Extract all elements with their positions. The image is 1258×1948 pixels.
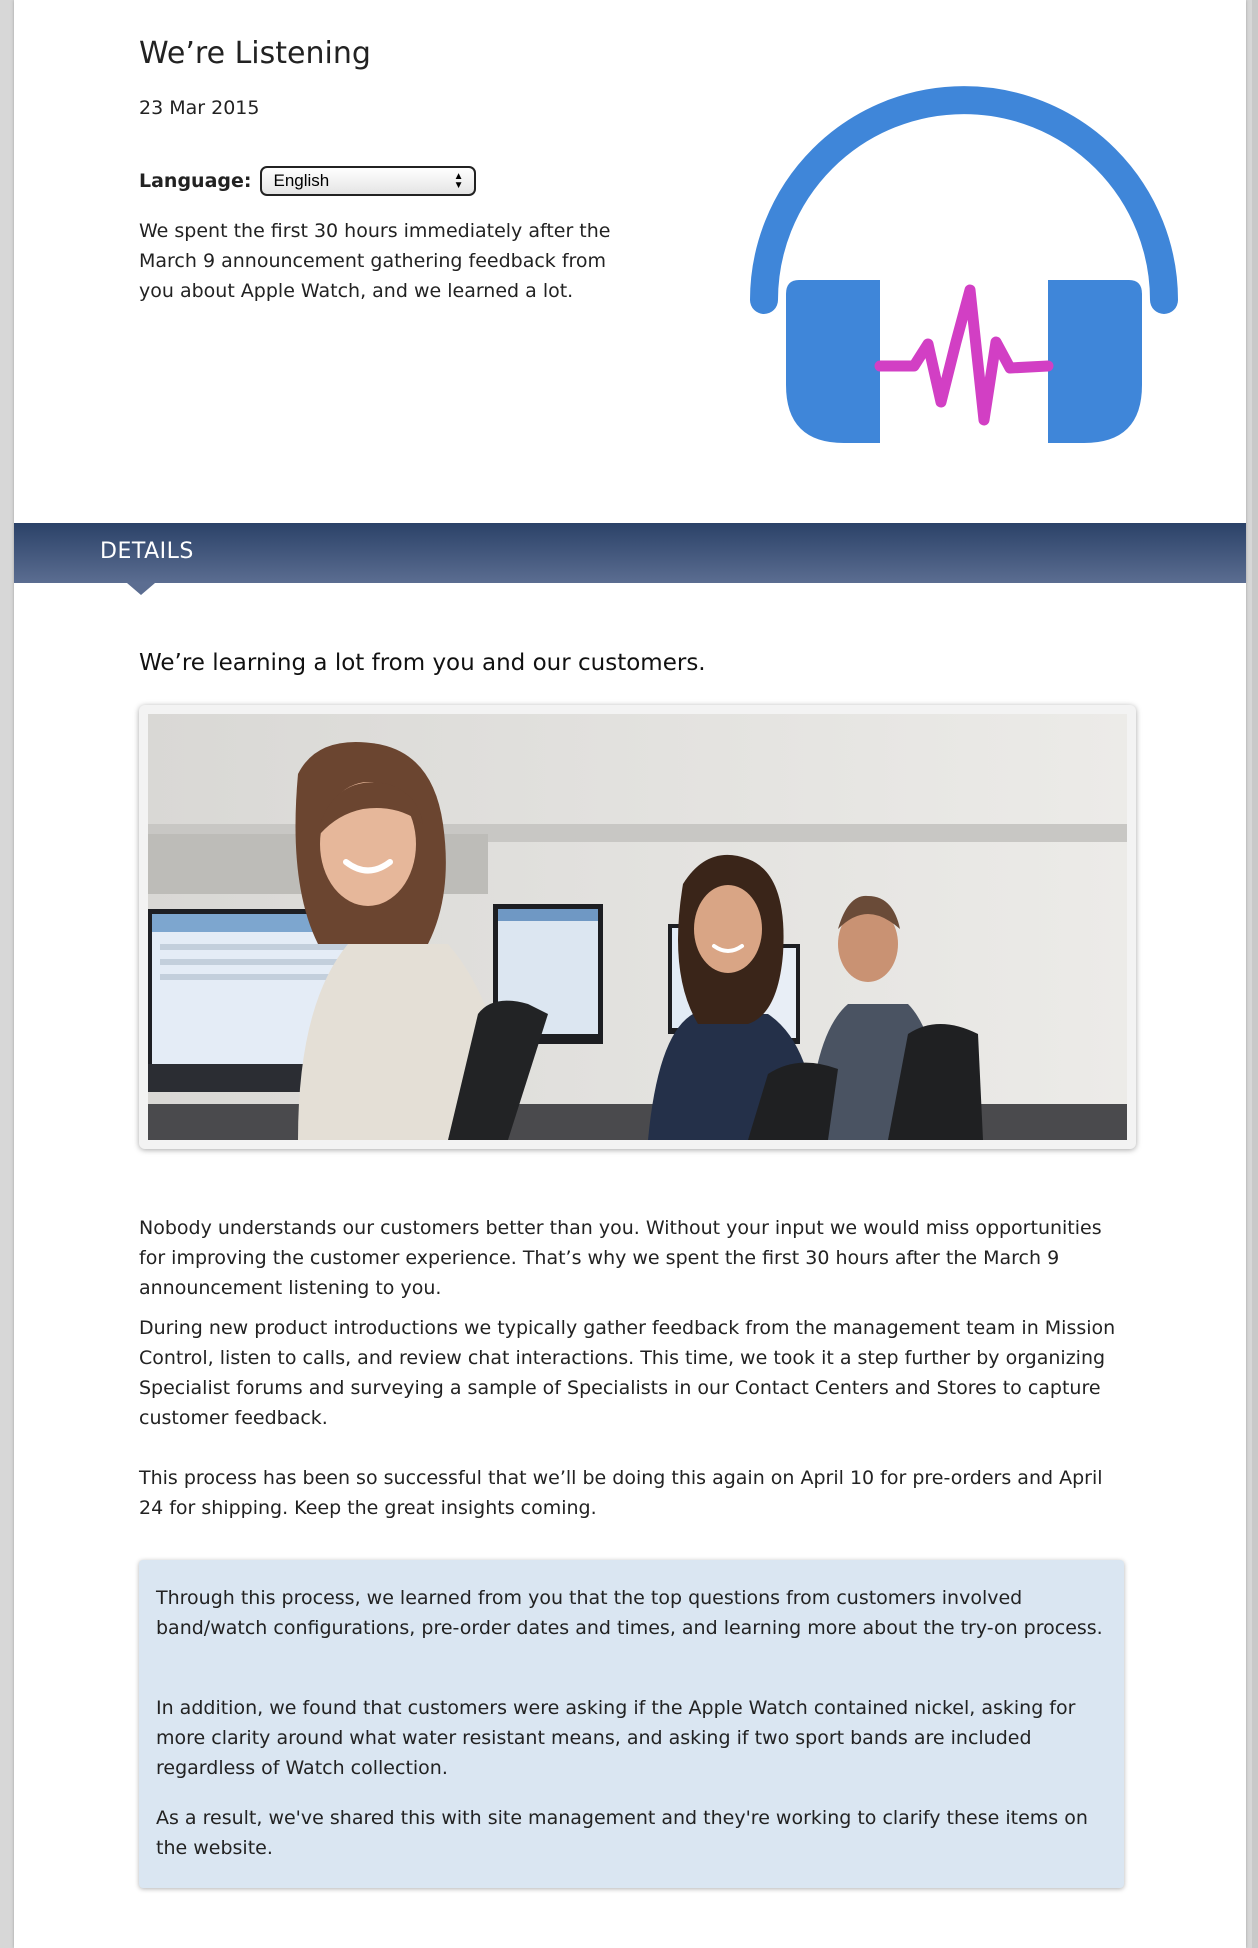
page-title: We’re Listening [139,36,371,71]
headphones-heartbeat-icon [734,50,1194,460]
headphones-left-cup [786,280,880,443]
callout-paragraph-1: Through this process, we learned from you that the top questions from customers involved band/watch configurations, pre-order dates and times, and learning more about the try-on process. [156,1587,1103,1639]
select-arrows-icon: ▲ ▼ [453,171,464,191]
article-page [14,0,1246,1948]
headphones-right-cup [1048,280,1142,443]
callout-paragraph-2: In addition, we found that customers were asking if the Apple Watch contained nickel, asking for more clarity around what water resistant means, and asking if two sport bands are included regardless of Watch collection. [156,1697,1076,1779]
intro-text: We spent the first 30 hours immediately after the March 9 announcement gathering feedback from you about Apple Watch, and we learned a lot. [139,220,611,302]
language-label: Language: [139,170,252,192]
window-edge [1252,0,1258,1948]
heartbeat-line [880,290,1048,420]
details-tab-pointer [127,583,155,595]
callout-paragraph-3: As a result, we've shared this with site management and they're working to clarify these items on the website. [156,1807,1088,1859]
details-tab-bar [14,523,1246,583]
language-row [139,166,476,196]
language-select[interactable] [260,166,476,196]
body-paragraph-1: Nobody understands our customers better than you. Without your input we would miss opportunities for improving the customer experience. That’s why we spent the first 30 hours after the March 9 announcement listening to you. [139,1217,1102,1299]
feedback-callout [139,1560,1124,1888]
body-paragraph-2: During new product introductions we typically gather feedback from the management team in Mission Control, listen to calls, and review chat interactions. This time, we took it a step further by organizing Specialist forums and surveying a sample of Specialists in our Contact Centers and Stores to capture customer feedback. [139,1317,1116,1429]
language-selected-value: English [273,171,330,190]
body-paragraph-3: This process has been so successful that we’ll be doing this again on April 10 for pre-orders and April 24 for shipping. Keep the great insights coming. [139,1467,1103,1519]
headphones-band [764,100,1164,300]
section-heading: We’re learning a lot from you and our customers. [139,650,706,676]
team-photo-frame [139,705,1136,1149]
publish-date: 23 Mar 2015 [139,97,260,119]
details-tab[interactable]: DETAILS [100,539,194,564]
team-photo-illustration [148,714,1127,1140]
team-photo [148,714,1127,1140]
